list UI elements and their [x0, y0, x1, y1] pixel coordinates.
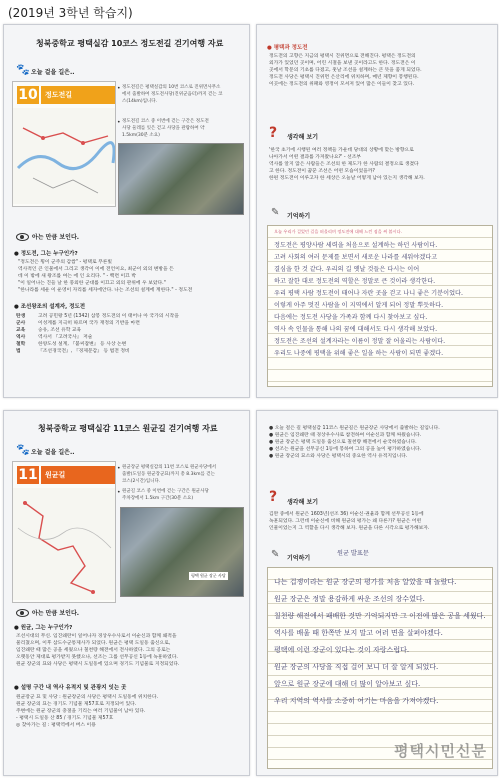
quote-line: "정도전은 횡이 군주의 감쌈" - 평택로 푸른빛	[18, 260, 113, 265]
sheet-course11-front	[3, 410, 250, 776]
sheet-course10-back	[256, 24, 498, 398]
course-desc-line: 코스(2시간)입니다.	[122, 479, 161, 484]
handwriting-line: 우리 지역의 역사를 소중히 여기는 마음을 가져야겠다.	[274, 697, 439, 705]
think-line: '한국 초기에 시행된 여러 정책들 가운데 당대의 상황에 맞는 방향으로	[269, 148, 414, 153]
handwriting-line: 평택에 이런 장군이 있다는 것이 자랑스럽다.	[274, 646, 410, 654]
handwriting-line: 앞으로 원균 장군에 대해 더 많이 알아보고 싶다.	[274, 680, 421, 688]
handwriting-line: 나는 겁쟁이라는 원균 장군의 평가를 처음 알았을 때 놀랐다.	[274, 578, 457, 586]
row-value: 고려 공민왕 5년 (1342) 삼봉 정도전의 이 태어나 아 국가의 시작을	[38, 314, 179, 319]
row-label: 철학	[16, 342, 26, 347]
think-line: 나아가서 어떤 결과를 가져왔나요?' - 선조부	[269, 155, 361, 160]
bullet-dot: •	[117, 465, 121, 472]
section-desc-line: 원균길 코스 중 이번에 걷는 구간은 원균사당	[122, 489, 209, 494]
section-designer: ● 조선왕조의 설계자, 정도전	[14, 304, 86, 310]
bio-line: 오랫동안 제대로 평가받지 못했으나, 선조는 그를 선무공신 1등에 녹훈하였다.	[16, 655, 178, 660]
handwriting-line: 정도전은 조선의 설계자라는 이름이 정말 잘 어울리는 사람이다.	[274, 338, 446, 345]
text-line: ● 원균 장군의 묘소와 사당은 평택시의 중요한 역사 유적지입니다.	[269, 454, 408, 459]
route-map	[13, 108, 115, 204]
row-label: 법	[16, 349, 21, 354]
site-line: ◎ 찾아가는 길 : 평택역에서 버스 이용	[16, 723, 96, 728]
text-line: 외가가 있었던 곳이며, 어린 시절을 보낸 곳이라고도 한다. 정도전은 이	[269, 61, 416, 66]
sheet-course11-back	[256, 410, 498, 776]
sheet-title: 청북중학교 평택실감 10코스 정도전길 걷기여행 자료	[36, 39, 224, 48]
handwriting-line: 역사를 배울 때 한쪽만 보지 말고 여러 면을 살펴야겠다.	[274, 629, 443, 637]
quote-line: "한나라를 세운 이 운영이 자리를 세자에안다. 나는 조선의 설계에 계한다." - 정도전	[18, 288, 193, 293]
note-title: 기억하기	[287, 555, 311, 562]
bio-line: 임진왜란 때 많은 공을 세웠으나 칠천량 해전에서 전사하였다. 그의 공로는	[16, 648, 171, 653]
think-title: 생각해 보기	[287, 499, 319, 506]
eye-icon	[16, 233, 29, 241]
bio-line: 물리쳤으며, 이후 삼도수군통제사가 되었다. 원균은 평택 도일동 출신으로,	[16, 641, 171, 646]
question-who: ● 정도전, 그는 누구인가?	[14, 251, 78, 257]
aerial-photo	[120, 507, 244, 597]
section-learn: 아는 만큼 보인다.	[32, 234, 80, 241]
text-line: 정도전 사당은 평택시 진위면 은산리에 위치하며, 매년 제향이 봉행된다.	[269, 75, 419, 80]
note-instruction: 오늘 우리가 걸었던 길을 떠올리며 정도전에 대해 느낀 점을 써 봅시다.	[274, 229, 402, 234]
text-line: 정도전의 고향은 지금의 평택시 진위면으로 전해진다. 평택은 정도전의	[269, 54, 416, 59]
section-desc-line: 주차장에서 1.5km 구간(30분 소요)	[122, 496, 194, 501]
quote-line: 데 이 밖에 새 왕조를 여는 에 인 요리다. " - 백련 이끄 박	[18, 274, 136, 279]
handwritten-note	[267, 567, 493, 769]
section-desc-line: 사당 둘레를 잇은 걷고 사당을 관람하여 약	[122, 126, 205, 131]
handwriting-line: 결심을 한 것 같다. 우리의 길 옛날 것들은 다시는 이어	[274, 266, 420, 273]
note-title: 기억하기	[287, 213, 311, 220]
handwriting-line: 하고 잘한 대로 정도전의 역할은 정말로 큰 것이라 생각한다.	[274, 278, 436, 285]
sheet-title: 청북중학교 평택실감 11코스 원균길 걷기여행 자료	[38, 424, 218, 433]
newspaper-watermark: 평택시민신문	[394, 742, 487, 760]
handwriting-line: 우리도 나중에 평택을 위해 좋은 일을 하는 사람이 되면 좋겠다.	[274, 350, 444, 357]
row-value: 숭유, 조선 유학 교육	[38, 328, 82, 333]
think-title: 생각해 보기	[287, 134, 319, 141]
question-mark-icon: ?	[269, 489, 278, 505]
site-line: 원균 장군의 묘는 경기도 기념물 제57호로 지정되어 있다.	[16, 702, 137, 707]
site-line: - 평택시 도일동 산 85 / 경기도 기념물 제57호	[16, 716, 114, 721]
quote-line: "이 일어나는 진들 날 한 풍외한 군대를 이끄고 외의 관위에 우 보았다."	[18, 281, 166, 286]
handwriting-line: 원균 장군의 사당을 직접 걸어 보니 더 잘 알게 되었다.	[274, 663, 439, 671]
handwriting-line: 고려 사회의 여러 문제를 보면서 새로운 나라를 세워야겠다고	[274, 254, 438, 261]
section-desc-line: 정도전길 코스 중 이번에 걷는 구간은 정도전	[122, 119, 209, 124]
text-line: ● 오늘 걸은 길 평택실감 11코스 원균길은 원균장군 사당에서 출발하는 길입니다.	[269, 426, 440, 431]
question-who: ● 원균, 그는 누구인가?	[14, 625, 73, 631]
row-value: 이성계를 지극히 따르며 국가 재정의 기반을 마련	[38, 321, 140, 326]
text-line: ● 선조는 원균을 선무공신 1등에 봉하여 그의 공을 높이 평가하였습니다.	[269, 447, 422, 452]
paw-icon: 🐾	[16, 63, 30, 76]
course-map-card	[12, 81, 116, 207]
site-line: 원균장군 묘 및 사당 : 원균장군의 사당은 평택시 도일동에 위치한다.	[16, 695, 158, 700]
bullet-dot: •	[117, 85, 121, 92]
section-today: 오늘 걸을 길은..	[31, 449, 75, 456]
course-number-badge: 11	[18, 467, 38, 483]
course-map-card	[12, 461, 116, 603]
bio-line: 조선시대의 무신. 임진왜란이 일어나자 경상우수사로서 이순신과 함께 왜적을	[16, 634, 177, 639]
worksheet-header: (2019년 3학년 학습지)	[8, 6, 133, 20]
row-value: 『조선경국전』, 『경제문감』 등 법전 정비	[38, 349, 130, 354]
course-desc-line: 출발(도일동 원균장군묘)까지 총 8.3km를 걷는	[122, 472, 215, 477]
text-line: ● 원균은 임진왜란 때 경상우수사로 참전하여 이순신과 함께 싸웠습니다.	[269, 433, 422, 438]
text-line: 이곳에는 정도전의 위패와 영정이 모셔져 있어 많은 이들이 찾고 있다.	[269, 82, 414, 87]
section-sites: ● 설명 구간 내 역사 유적지 및 관광지 잇는 곳	[14, 685, 127, 691]
handwritten-note	[267, 225, 493, 387]
handwriting-line: 이렇게 아주 멋진 사람을 이 지역에서 알게 되어 정말 뿌듯하다.	[274, 302, 444, 309]
course-name: 정도전길	[41, 86, 115, 104]
row-label: 탄생	[16, 314, 26, 319]
handwriting-line: 우리 평택 사람 정도전이 태어나 자란 곳을 걷고 나니 좋은 기분이었다.	[274, 290, 463, 297]
handwriting-line: 정도전은 평양사람 세력을 처음으로 설계하는 하던 사람이다.	[274, 242, 438, 249]
course-desc-line: 에서 출발하여 정도전사당(진위군읍터)까지 걷는 코	[122, 92, 223, 97]
row-value: 한양도성 설계, 『불씨잡변』 등 사상 논변	[38, 342, 127, 347]
handwriting-line: 다음에는 정도전 사당을 가족과 함께 다시 찾아보고 싶다.	[274, 314, 428, 321]
site-line: 주변에는 원균 장군의 충절을 기리는 여러 기념물이 남아 있다.	[16, 709, 146, 714]
think-line: 한편 정도전이 이루고자 한 세상은 오늘날 어떻게 남아 있는지 생각해 보자.	[269, 176, 425, 181]
course-desc-line: 원균장군 평택실감의 11번 코스로 원균사당에서	[122, 465, 217, 470]
section-learn: 아는 만큼 보인다.	[32, 610, 80, 617]
handwriting-line: 원균 장군은 정말 용감하게 싸운 조선의 장수였다.	[274, 595, 425, 603]
student-signature: 원균 발표문	[337, 550, 369, 557]
bio-line: 원균 장군의 묘와 사당은 평택시 도일동에 있으며 경기도 기념물로 지정되었다.	[16, 662, 180, 667]
think-line: 역사를 알지 않은 사람들은 조선의 한 제도가 한 사람의 결정으로 생겼다	[269, 162, 419, 167]
section-today: 오늘 걸을 길은..	[31, 69, 75, 76]
row-label: 군사	[16, 321, 26, 326]
think-line: 고 한다. 정도전이 꿈꾼 조선은 어떤 모습이었을까?	[269, 169, 375, 174]
row-label: 역사	[16, 335, 26, 340]
photo-caption: 평택 원균 장군 사당	[191, 573, 226, 578]
think-line: 녹훈되었다. 그런데 이순신에 비해 원균의 평가는 왜 다른가? 원균은 어떤	[269, 519, 422, 524]
handwriting-line: 칠천량 해전에서 패배한 것만 기억되지만 그 이전에 많은 공을 세웠다.	[274, 612, 486, 620]
course-name: 원균길	[41, 466, 115, 484]
bullet-dot: •	[117, 489, 121, 496]
aerial-photo	[118, 143, 244, 215]
route-map	[13, 488, 115, 600]
quote-line: 역사적인 큰 인물에서 그리고 생각이 이에 전언이요, 최군이 외의 변방을 든	[18, 267, 174, 272]
row-label: 교육	[16, 328, 26, 333]
think-line: 인물이었는지 그 역할을 다시 생각해 보자. 원균을 다른 시각으로 평가해보자.	[269, 526, 430, 531]
think-line: 김완 중에서 원균은 1603년(선조 36) 이순신·권율과 함께 선무공신 1등에	[269, 512, 424, 517]
bullet-dot: •	[117, 119, 121, 126]
question-mark-icon: ?	[269, 125, 278, 141]
section-pyeongtaek: ● 평택과 정도전	[267, 45, 308, 51]
course-number-badge: 10	[18, 87, 38, 103]
text-line: 곳에서 학문의 기초를 다졌고, 훗날 조선을 설계하는 큰 뜻을 품게 되었다.	[269, 68, 422, 73]
course-desc-line: 정도전길은 평택실감의 10번 코스로 진위면사무소	[122, 85, 221, 90]
course-desc-line: 스(14km)입니다.	[122, 99, 158, 104]
text-line: ● 원균 장군은 평택 도일동 출신으로 칠천량 해전에서 순국하였습니다.	[269, 440, 417, 445]
row-value: 역사서 『고려국사』 저술	[38, 335, 93, 340]
pencil-icon: ✎	[271, 207, 280, 218]
paw-icon: 🐾	[16, 443, 30, 456]
pencil-icon: ✎	[271, 549, 280, 560]
eye-icon	[16, 609, 29, 617]
section-desc-line: 1.5km(30분 소요)	[122, 133, 160, 138]
sheet-course10-front	[3, 24, 250, 398]
handwriting-line: 역사 속 인물을 통해 나의 꿈에 대해서도 다시 생각해 보았다.	[274, 326, 438, 333]
